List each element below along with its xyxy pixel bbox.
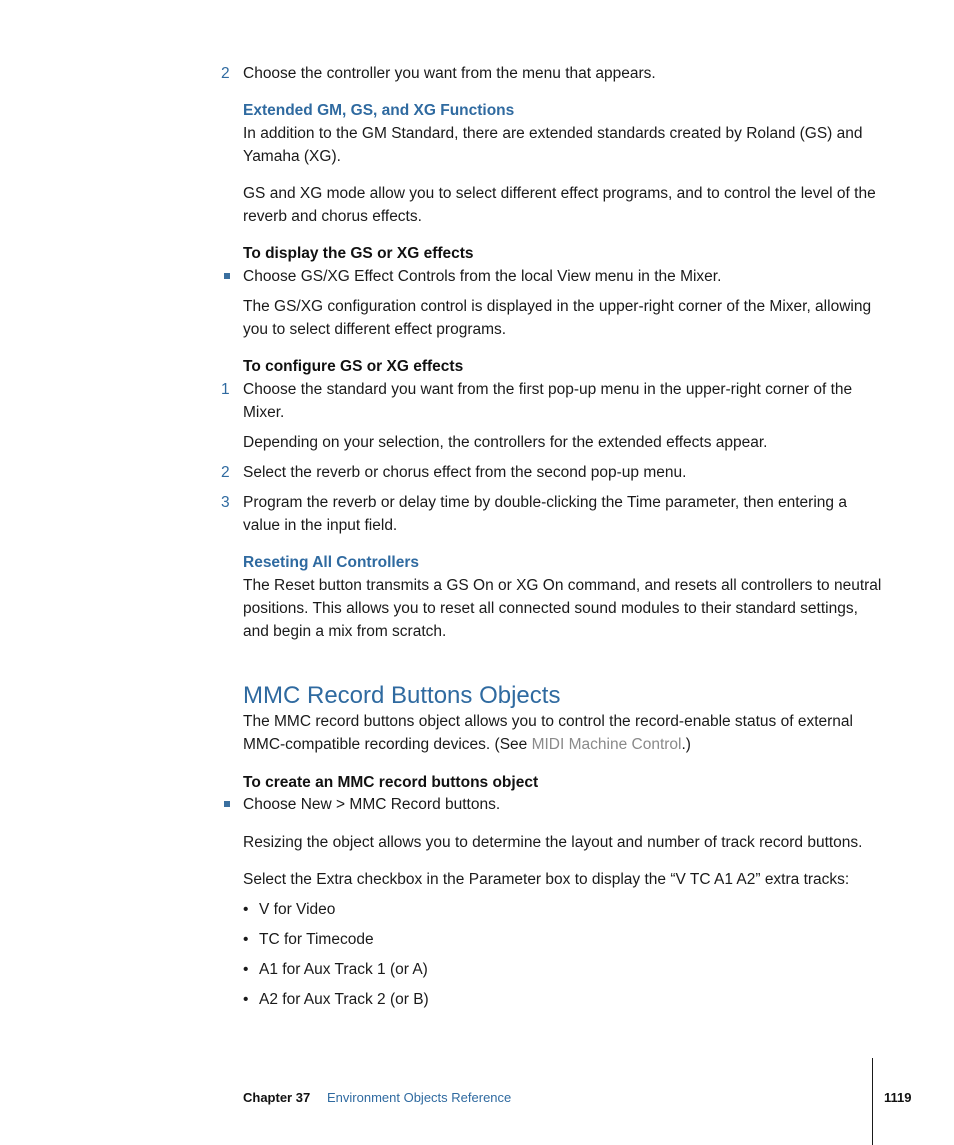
paragraph: Resizing the object allows you to determine the layout and number of track record buttons. bbox=[243, 834, 863, 851]
section-heading: Extended GM, GS, and XG Functions bbox=[243, 102, 515, 119]
task-heading: To configure GS or XG effects bbox=[243, 358, 464, 375]
page-number: 1119 bbox=[884, 1090, 912, 1105]
page-title: MMC Record Buttons Objects bbox=[243, 682, 561, 709]
list-item: A1 for Aux Track 1 (or A) bbox=[259, 961, 428, 978]
bullet-dot-icon: • bbox=[243, 901, 249, 918]
step-text: Program the reverb or delay time by double-clicking the Time parameter, then entering a value in the input field. bbox=[243, 494, 847, 534]
bullet-dot-icon: • bbox=[243, 931, 249, 948]
paragraph: Select the Extra checkbox in the Parameter box to display the “V TC A1 A2” extra tracks: bbox=[243, 871, 850, 888]
footer-divider bbox=[872, 1058, 873, 1145]
list-item: TC for Timecode bbox=[259, 931, 374, 948]
paragraph: GS and XG mode allow you to select different effect programs, and to control the level of the reverb and chorus effects. bbox=[243, 185, 876, 225]
step-number: 2 bbox=[221, 464, 230, 481]
bullet-dot-icon: • bbox=[243, 961, 249, 978]
paragraph: The GS/XG configuration control is displayed in the upper-right corner of the Mixer, allowing you to select different effect programs. bbox=[243, 298, 872, 338]
paragraph-text: The MMC record buttons object allows you to control the record-enable status of external MMC-compatible recording devices. (See bbox=[243, 713, 853, 753]
paragraph-text: .) bbox=[681, 736, 691, 753]
step-text: Choose the controller you want from the menu that appears. bbox=[243, 65, 656, 82]
paragraph: Depending on your selection, the controllers for the extended effects appear. bbox=[243, 434, 768, 451]
section-heading: Reseting All Controllers bbox=[243, 554, 419, 571]
task-heading: To display the GS or XG effects bbox=[243, 245, 474, 262]
step-number: 3 bbox=[221, 494, 230, 511]
step-number: 2 bbox=[221, 65, 230, 82]
midi-machine-control-link[interactable]: MIDI Machine Control bbox=[531, 736, 682, 753]
step-number: 1 bbox=[221, 381, 230, 398]
bullet-square-icon bbox=[224, 801, 230, 807]
paragraph: In addition to the GM Standard, there are extended standards created by Roland (GS) and Yamaha (XG). bbox=[243, 125, 863, 165]
paragraph: The Reset button transmits a GS On or XG On command, and resets all controllers to neutral positions. This allows you to reset all connected sound modules to their standard settings, and begin a mix from scratch. bbox=[243, 577, 882, 640]
bullet-text: Choose New > MMC Record buttons. bbox=[243, 796, 501, 813]
step-text: Select the reverb or chorus effect from the second pop-up menu. bbox=[243, 464, 687, 481]
step-text: Choose the standard you want from the first pop-up menu in the upper-right corner of the Mixer. bbox=[243, 381, 853, 421]
list-item: A2 for Aux Track 2 (or B) bbox=[259, 991, 429, 1008]
bullet-dot-icon: • bbox=[243, 991, 249, 1008]
bullet-text: Choose GS/XG Effect Controls from the local View menu in the Mixer. bbox=[243, 268, 722, 285]
bullet-square-icon bbox=[224, 273, 230, 279]
task-heading: To create an MMC record buttons object bbox=[243, 774, 539, 791]
list-item: V for Video bbox=[259, 901, 336, 918]
footer-chapter-title[interactable]: Environment Objects Reference bbox=[327, 1090, 512, 1105]
footer-chapter: Chapter 37 bbox=[243, 1090, 311, 1105]
paragraph bbox=[243, 710, 883, 756]
